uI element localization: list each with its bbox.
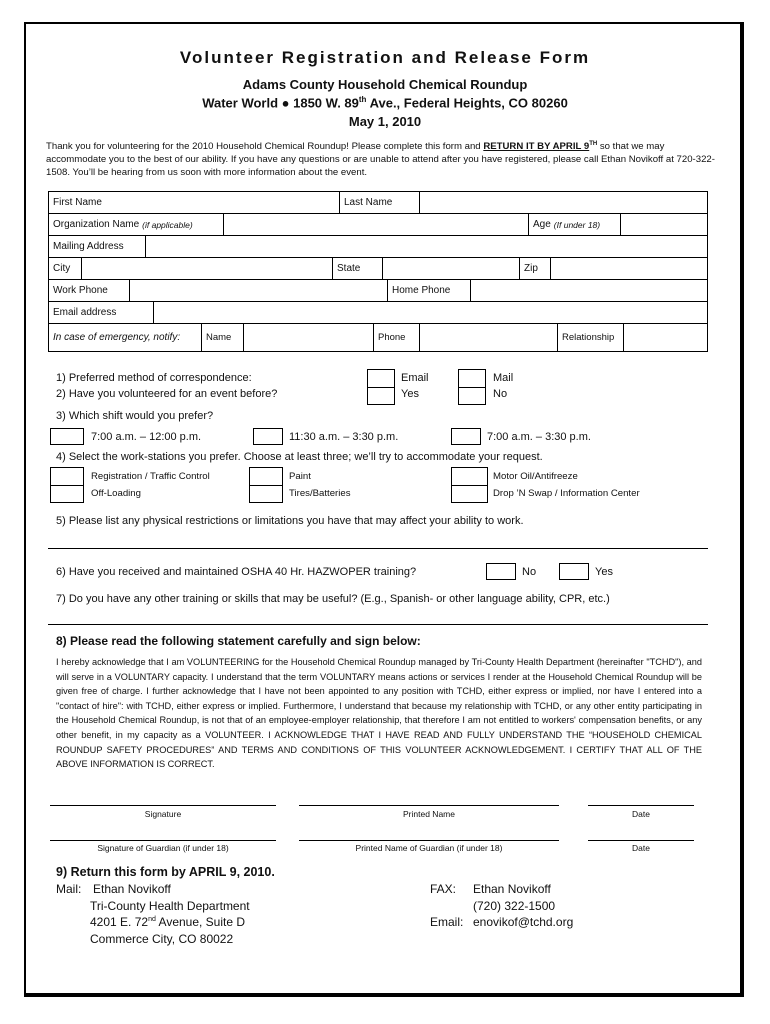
fax-name: Ethan Novikoff xyxy=(473,882,551,896)
first-name-label: First Name xyxy=(53,197,102,208)
mail-name: Ethan Novikoff xyxy=(93,882,171,896)
q7-text: 7) Do you have any other training or skills that may be useful? (E.g., Spanish- or other language ability, CPR, etc.) xyxy=(56,593,610,605)
emergency-name-field[interactable] xyxy=(243,324,373,351)
shift1-label: 7:00 a.m. – 12:00 p.m. xyxy=(91,431,202,443)
return-heading: 9) Return this form by APRIL 9, 2010. xyxy=(56,865,275,879)
event-date: May 1, 2010 xyxy=(348,114,422,129)
form-title: Volunteer Registration and Release Form xyxy=(179,48,591,67)
ws-tires: Tires/Batteries xyxy=(289,488,351,499)
emergency-relationship-label: Relationship xyxy=(557,324,619,351)
org-name-label: Organization Name (if applicable) xyxy=(53,219,193,230)
guardian-signature-line[interactable] xyxy=(50,840,276,841)
shift3-checkbox[interactable] xyxy=(451,428,481,445)
email-contact-label: Email: xyxy=(430,915,464,929)
guardian-date-label: Date xyxy=(632,843,650,853)
shift2-label: 11:30 a.m. – 3:30 p.m. xyxy=(289,431,399,443)
q5-answer-line[interactable] xyxy=(48,548,708,549)
shift3-label: 7:00 a.m. – 3:30 p.m. xyxy=(487,431,591,443)
ws-motor-oil: Motor Oil/Antifreeze xyxy=(493,471,578,482)
last-name-label: Last Name xyxy=(339,192,419,213)
state-label: State xyxy=(332,258,382,279)
zip-field[interactable] xyxy=(550,258,707,279)
age-field[interactable] xyxy=(620,214,707,235)
city-label: City xyxy=(53,263,71,274)
statement-heading: 8) Please read the following statement carefully and sign below: xyxy=(56,634,421,648)
q6-yes-checkbox[interactable] xyxy=(559,563,589,580)
q2-no-option: No xyxy=(493,388,508,400)
guardian-date-line[interactable] xyxy=(588,840,694,841)
shift1-checkbox[interactable] xyxy=(50,428,84,445)
divider xyxy=(249,485,283,486)
guardian-printed-label: Printed Name of Guardian (if under 18) xyxy=(355,843,503,853)
q6-no-checkbox[interactable] xyxy=(486,563,516,580)
emergency-phone-field[interactable] xyxy=(419,324,557,351)
guardian-signature-label: Signature of Guardian (if under 18) xyxy=(97,843,229,853)
emergency-name-label: Name xyxy=(201,324,239,351)
date-line[interactable] xyxy=(588,805,694,806)
q6-yes-label: Yes xyxy=(595,566,613,578)
q2-yes-option: Yes xyxy=(401,388,419,400)
q7-answer-line[interactable] xyxy=(48,624,708,625)
mailing-label: Mailing Address xyxy=(53,241,124,252)
event-venue: Water World ● 1850 W. 89th Ave., Federal Heights, CO 80260 xyxy=(202,95,568,111)
email-field[interactable] xyxy=(153,302,707,323)
shift2-checkbox[interactable] xyxy=(253,428,283,445)
divider xyxy=(451,485,488,486)
q5-text: 5) Please list any physical restrictions or limitations you have that may affect your ability to work. xyxy=(56,515,524,527)
email-label: Email address xyxy=(53,307,117,318)
ws-registration: Registration / Traffic Control xyxy=(91,471,210,482)
work-phone-label: Work Phone xyxy=(53,285,108,296)
date-label: Date xyxy=(632,809,650,819)
divider xyxy=(458,387,486,388)
printed-name-label: Printed Name xyxy=(403,809,455,819)
zip-label: Zip xyxy=(519,258,550,279)
guardian-printed-line[interactable] xyxy=(299,840,559,841)
mail-org: Tri-County Health Department xyxy=(90,899,250,913)
q6-text: 6) Have you received and maintained OSHA 40 Hr. HAZWOPER training? xyxy=(56,566,417,578)
statement-text: I hereby acknowledge that I am VOLUNTEERING for the Household Chemical Roundup managed by Tri-County Health Department (hereinafter "TCHD"), and will serve in a VOLUNTARY capacity. I understand that the term VOLUNTARY means actions or services I render at the Household Chemical Roundup will be given free of charge. I further acknowledge that I have not been appointed to any position with TCHD, either express or implied, nor have I entered into a "contact of hire": with TCHD, either express or implied. Furthermore, I understand that because my relationship with TCHD, or any other entity participating in the Household Chemical Roundup, is not that of an employee-employer relationship, that therefore I am not entitled to workers' compensation benefits, or any other benefit, in my capacity as a VOLUNTEER. I ACKNOWLEDGE THAT I HAVE READ AND FULLY UNDERSTAND THE “HOUSEHOLD CHEMICAL ROUNDUP SAFETY PROCEDURES” AND TERMS AND CONDITIONS OF THIS VOLUNTEER ACKNOWLEDGEMENT. I CERTIFY THAT ALL OF THE ABOVE INFORMATION IS CORRECT. xyxy=(56,657,702,770)
signature-label: Signature xyxy=(144,809,182,819)
emergency-label: In case of emergency, notify: xyxy=(53,332,181,343)
home-phone-field[interactable] xyxy=(470,280,707,301)
q1-text: 1) Preferred method of correspondence: xyxy=(56,372,252,384)
q6-no-label: No xyxy=(522,566,537,578)
age-label: Age (If under 18) xyxy=(528,214,620,235)
ws-offloading: Off-Loading xyxy=(91,488,141,499)
q1-email-option: Email xyxy=(401,372,429,384)
q3-text: 3) Which shift would you prefer? xyxy=(56,410,214,422)
divider xyxy=(50,485,84,486)
fax-number: (720) 322-1500 xyxy=(473,899,556,913)
org-name-field[interactable] xyxy=(223,214,528,235)
ws-paint: Paint xyxy=(289,471,311,482)
city-field[interactable] xyxy=(81,258,332,279)
intro-text: Thank you for volunteering for the 2010 Household Chemical Roundup! Please complete this form and RETURN IT BY APRIL 9TH so that we may accommodate you to the best of our ability. If you have any questions or are unable to attend after you have registered, please call Ethan Novikoff at 720-322-1508. You’ll be hearing from us soon with more information about the event. xyxy=(46,141,715,179)
ws-drop-swap: Drop ’N Swap / Information Center xyxy=(493,488,640,499)
fax-label: FAX: xyxy=(430,882,457,896)
work-phone-field[interactable] xyxy=(129,280,387,301)
event-name: Adams County Household Chemical Roundup xyxy=(242,77,528,92)
emergency-relationship-field[interactable] xyxy=(623,324,707,351)
mail-label: Mail: xyxy=(56,882,82,896)
mail-city: Commerce City, CO 80022 xyxy=(90,932,234,946)
printed-name-line[interactable] xyxy=(299,805,559,806)
home-phone-label: Home Phone xyxy=(387,280,470,301)
state-field[interactable] xyxy=(382,258,519,279)
contact-info-grid xyxy=(48,191,708,352)
q2-text: 2) Have you volunteered for an event before? xyxy=(56,388,278,400)
divider xyxy=(367,387,395,388)
mail-address: 4201 E. 72nd Avenue, Suite D xyxy=(90,915,246,929)
last-name-field[interactable] xyxy=(419,192,707,213)
emergency-phone-label: Phone xyxy=(373,324,415,351)
q1-mail-option: Mail xyxy=(493,372,514,384)
email-contact[interactable]: enovikof@tchd.org xyxy=(473,915,574,929)
mailing-field[interactable] xyxy=(145,236,707,257)
signature-line[interactable] xyxy=(50,805,276,806)
q4-text: 4) Select the work-stations you prefer. Choose at least three; we’ll try to accommodate your request. xyxy=(56,451,543,463)
